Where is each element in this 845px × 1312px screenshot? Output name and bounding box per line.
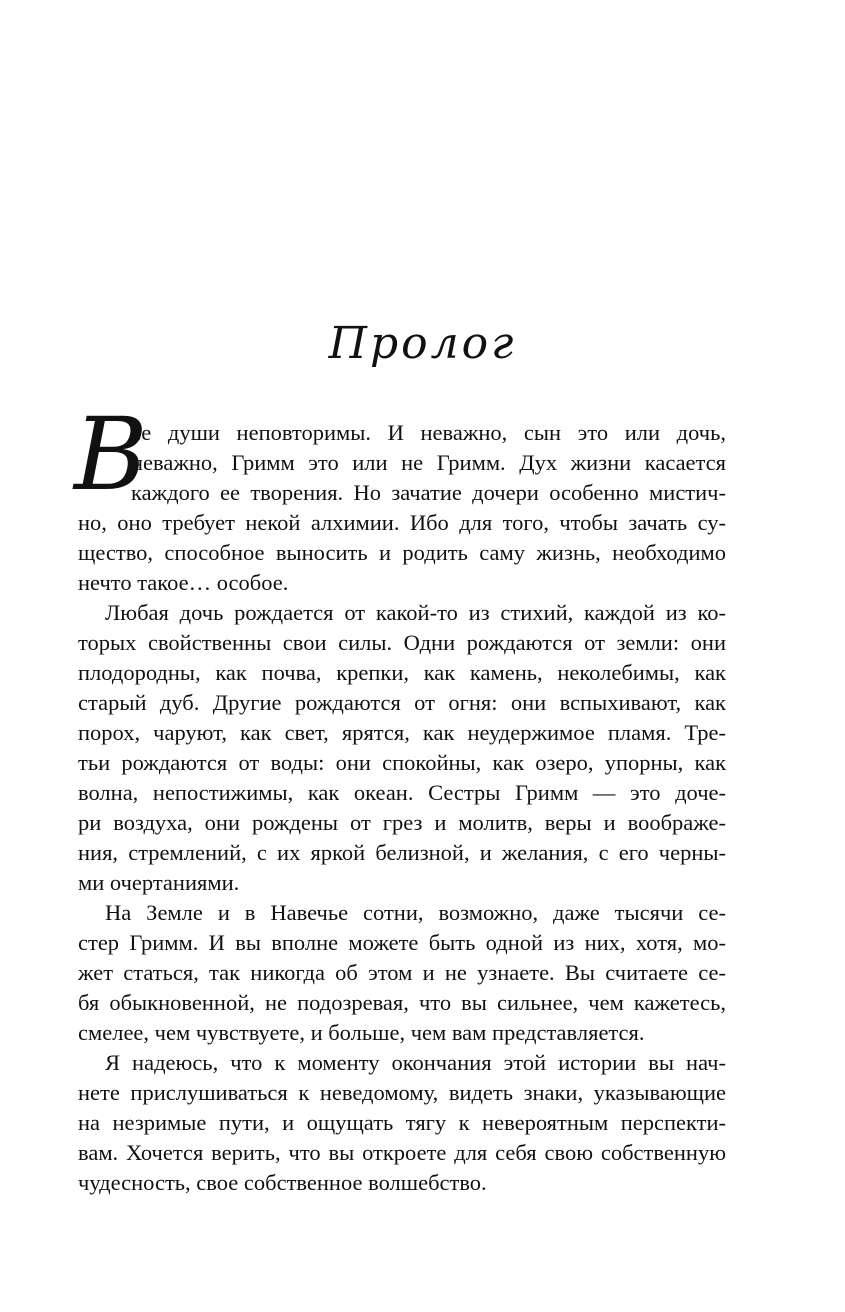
- text-line: нете прислушиваться к неведомому, видеть знаки, указывающие: [78, 1080, 726, 1105]
- text-line: щество, способное выносить и родить саму жизнь, необходимо: [78, 540, 726, 565]
- text-line: на незримые пути, и ощущать тягу к невероятным перспекти-: [78, 1110, 726, 1135]
- text-line: торых свойственны свои силы. Одни рождаются от земли: они: [78, 630, 726, 655]
- text-line: стер Гримм. И вы вполне можете быть одной из них, хотя, мо-: [78, 930, 726, 955]
- text-line: ния, стремлений, с их яркой белизной, и желания, с его черны-: [78, 840, 726, 865]
- text-line: вам. Хочется верить, что вы откроете для себя свою собственную: [78, 1140, 726, 1165]
- text-line: нечто такое… особое.: [78, 570, 289, 595]
- drop-cap: В: [74, 396, 148, 513]
- text-line: Я надеюсь, что к моменту окончания этой истории вы нач-: [105, 1050, 726, 1075]
- chapter-title: Пролог: [328, 318, 517, 369]
- text-line: тьи рождаются от воды: они спокойны, как озеро, упорны, как: [78, 750, 726, 775]
- text-line: но, оно требует некой алхимии. Ибо для того, чтобы зачать су-: [78, 510, 726, 535]
- text-line: ми очертаниями.: [78, 870, 240, 895]
- text-line: волна, непостижимы, как океан. Сестры Гримм — это доче-: [78, 780, 726, 805]
- text-line: На Земле и в Навечье сотни, возможно, даже тысячи се-: [105, 900, 726, 925]
- text-line: жет статься, так никогда об этом и не узнаете. Вы считаете се-: [78, 960, 726, 985]
- text-line: неважно, Гримм это или не Гримм. Дух жизни касается: [131, 450, 726, 475]
- text-line: ри воздуха, они рождены от грез и молитв, веры и воображе-: [78, 810, 726, 835]
- text-line: чудесность, свое собственное волшебство.: [78, 1170, 487, 1195]
- text-line: смелее, чем чувствуете, и больше, чем вам представляется.: [78, 1020, 645, 1045]
- text-line: порох, чаруют, как свет, ярятся, как неудержимое пламя. Тре-: [78, 720, 726, 745]
- text-line: Любая дочь рождается от какой-то из стихий, каждой из ко-: [105, 600, 726, 625]
- text-line: старый дуб. Другие рождаются от огня: они вспыхивают, как: [78, 690, 726, 715]
- text-line: каждого ее творения. Но зачатие дочери особенно мистич-: [131, 480, 726, 505]
- text-line: се души неповторимы. И неважно, сын это или дочь,: [131, 420, 726, 445]
- text-line: бя обыкновенной, не подозревая, что вы сильнее, чем кажетесь,: [78, 990, 726, 1015]
- text-line: плодородны, как почва, крепки, как камень, неколебимы, как: [78, 660, 726, 685]
